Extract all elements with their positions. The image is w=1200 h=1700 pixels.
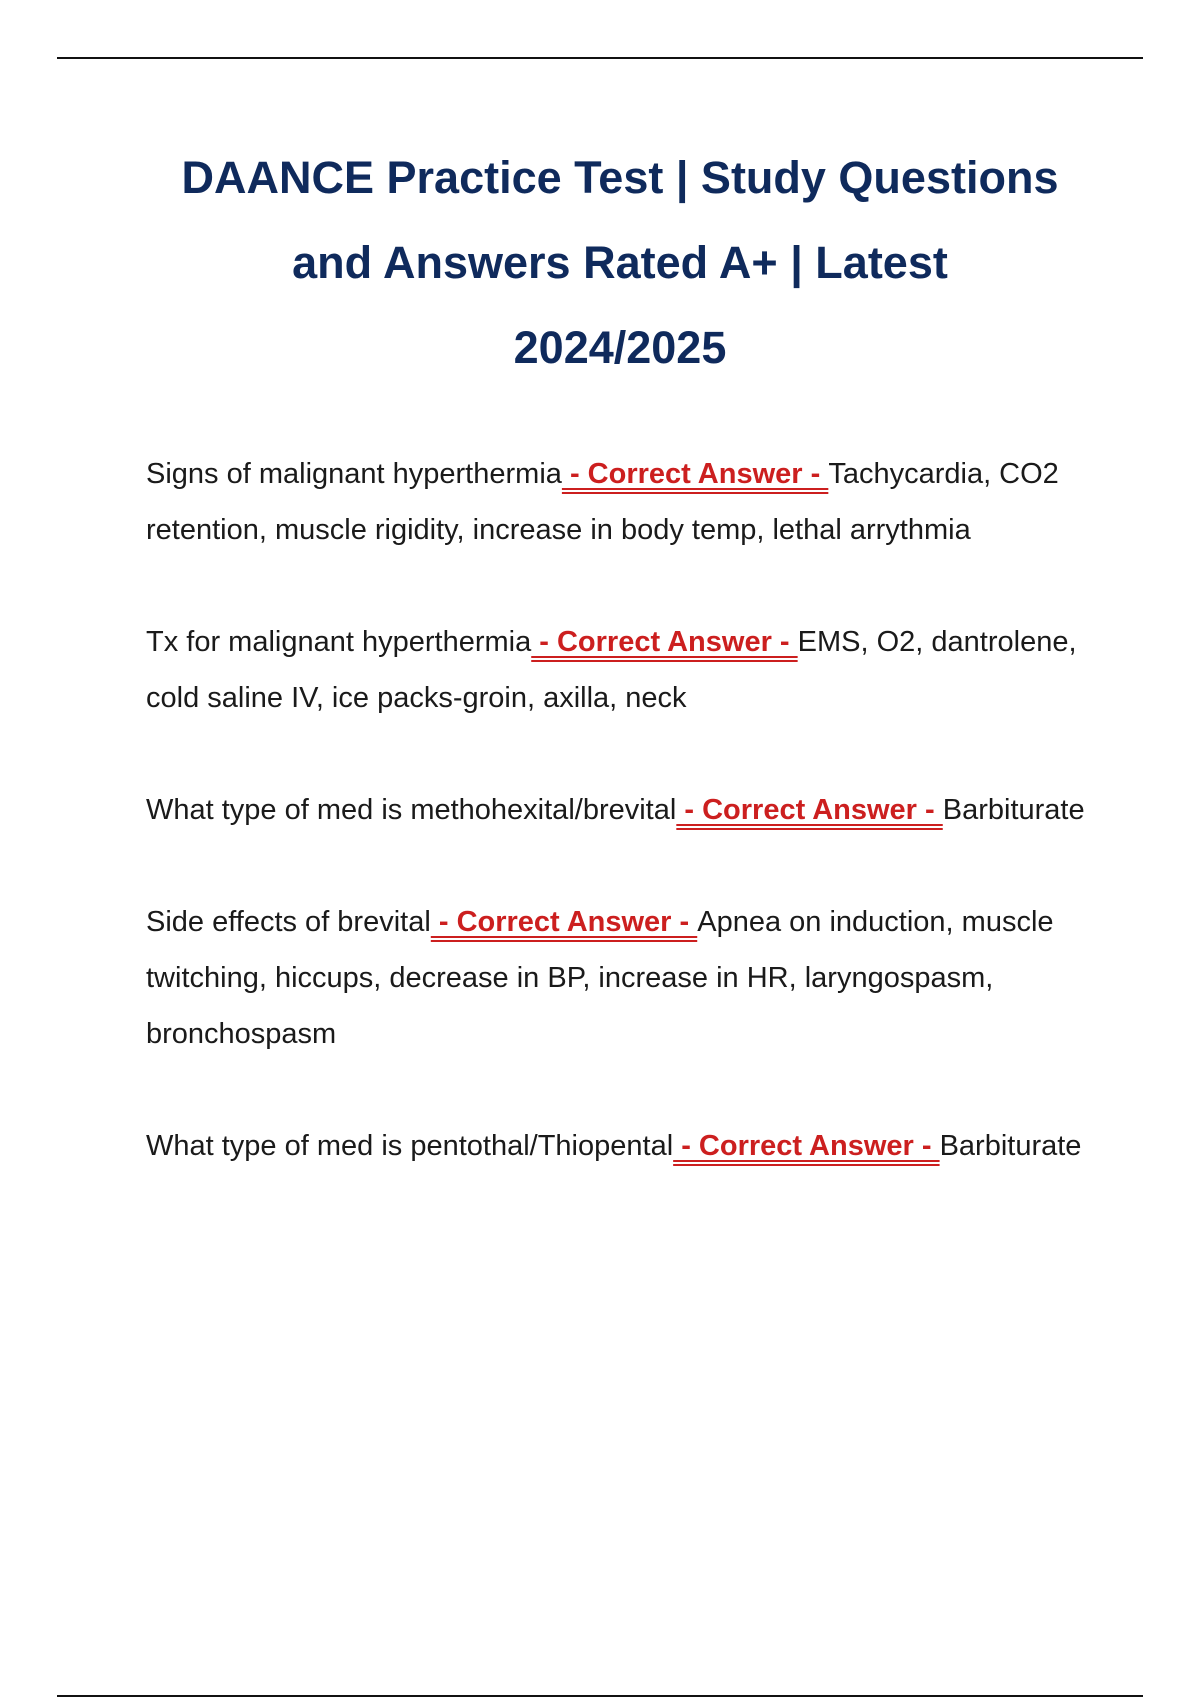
qa-item (146, 446, 1106, 558)
correct-answer-marker: - Correct Answer - (673, 1130, 940, 1162)
qa-item (146, 1118, 1106, 1174)
answer-text: Barbiturate (939, 1130, 1082, 1162)
answer-text: EMS, O2, dantrolene, cold saline IV, ice packs-groin, axilla, neck (146, 626, 1077, 714)
title-line-1: DAANCE Practice Test | Study Questions (181, 152, 1059, 203)
question-text: Tx for malignant hyperthermia (146, 626, 532, 658)
question-text: Side effects of brevital (146, 906, 431, 938)
qa-item (146, 782, 1106, 838)
answer-text: Apnea on induction, muscle twitching, hiccups, decrease in BP, increase in HR, laryngospasm, bronchospasm (146, 906, 1054, 1050)
qa-item (146, 894, 1106, 1062)
correct-answer-marker: - Correct Answer - (430, 906, 698, 938)
correct-answer-marker: - Correct Answer - (676, 794, 943, 826)
qa-list (146, 446, 1106, 1230)
question-text: What type of med is pentothal/Thiopental (146, 1130, 674, 1162)
question-text: What type of med is methohexital/brevital (146, 794, 677, 826)
answer-text: Tachycardia, CO2 retention, muscle rigidity, increase in body temp, lethal arrythmia (146, 458, 1059, 546)
top-divider (57, 57, 1143, 59)
qa-item (146, 614, 1106, 726)
title-line-3: 2024/2025 (513, 322, 727, 373)
document-title (130, 135, 1110, 390)
bottom-divider (57, 1695, 1143, 1697)
answer-text: Barbiturate (942, 794, 1085, 826)
title-line-2: and Answers Rated A+ | Latest (292, 237, 948, 288)
question-text: Signs of malignant hyperthermia (146, 458, 562, 490)
correct-answer-marker: - Correct Answer - (531, 626, 798, 658)
correct-answer-marker: - Correct Answer - (561, 458, 829, 490)
